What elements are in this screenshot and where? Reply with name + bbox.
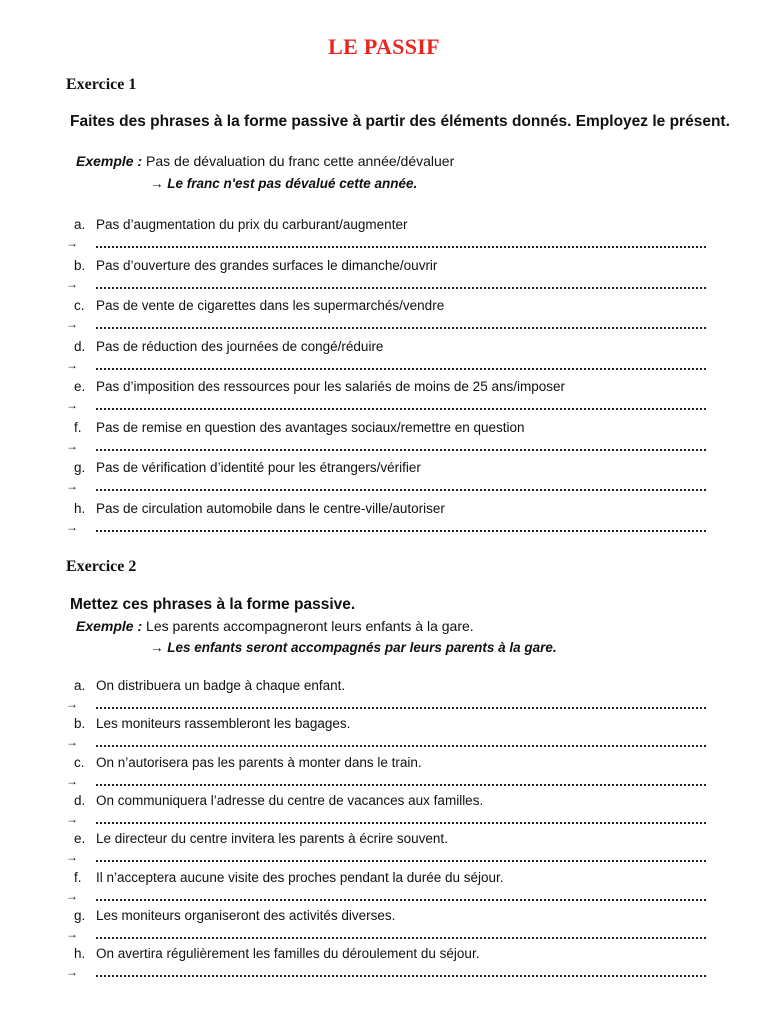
answer-line[interactable]	[66, 276, 726, 293]
page-title: LE PASSIF	[328, 34, 440, 59]
answer-line[interactable]	[66, 888, 726, 905]
item-letter: a.	[74, 217, 86, 232]
answer-line[interactable]	[66, 438, 726, 455]
exercise1-heading: Exercice 1	[66, 76, 137, 93]
example-label: Exemple :	[76, 153, 143, 169]
item-letter: b.	[74, 716, 86, 732]
item-text: Il n’acceptera aucune visite des proches pendant la durée du séjour.	[96, 869, 504, 885]
item-letter: g.	[74, 460, 86, 475]
dotted-answer-space[interactable]	[96, 368, 706, 370]
exercise-item	[74, 678, 345, 693]
dotted-answer-space[interactable]	[96, 408, 706, 410]
example-text: Pas de dévaluation du franc cette année/dévaluer	[146, 153, 455, 169]
item-text: Pas de remise en question des avantages sociaux/remettre en question	[96, 419, 525, 435]
item-text: Pas de réduction des journées de congé/réduire	[96, 338, 384, 354]
exercise-item	[74, 908, 395, 923]
item-letter: d.	[74, 792, 86, 808]
item-letter: f.	[74, 419, 82, 435]
exercise1-example-answer: → Le franc n'est pas dévalué cette année.	[150, 176, 418, 191]
exercise-item	[74, 946, 479, 961]
dotted-answer-space[interactable]	[96, 822, 706, 824]
answer-line[interactable]	[66, 852, 726, 866]
item-text: On avertira régulièrement les familles du déroulement du séjour.	[96, 946, 480, 962]
arrow-icon: →	[66, 773, 78, 788]
item-letter: b.	[74, 257, 86, 273]
exercise-item	[74, 217, 407, 232]
arrow-icon: →	[66, 519, 78, 534]
arrow-icon: →	[66, 888, 78, 903]
exercise-item	[74, 298, 444, 313]
item-text: Pas de vente de cigarettes dans les supermarchés/vendre	[96, 298, 445, 313]
answer-line[interactable]	[66, 773, 726, 790]
answer-line[interactable]	[66, 238, 726, 252]
item-letter: e.	[74, 831, 86, 847]
item-text: Pas d’imposition des ressources pour les salariés de moins de 25 ans/imposer	[96, 379, 565, 394]
arrow-icon: →	[66, 735, 78, 750]
arrow-icon: →	[66, 357, 78, 372]
dotted-answer-space[interactable]	[96, 327, 706, 329]
dotted-answer-space[interactable]	[96, 745, 706, 747]
answer-line[interactable]	[66, 319, 726, 333]
exercise-item	[74, 258, 437, 273]
exercise2-heading: Exercice 2	[66, 558, 137, 575]
item-text: On n’autorisera pas les parents à monter dans le train.	[96, 754, 422, 770]
dotted-answer-space[interactable]	[96, 937, 706, 939]
answer-line[interactable]	[66, 926, 726, 943]
exercise-item	[74, 379, 565, 394]
dotted-answer-space[interactable]	[96, 489, 706, 491]
exercise-item	[74, 501, 445, 516]
dotted-answer-space[interactable]	[96, 287, 706, 289]
exercise2-instruction: Mettez ces phrases à la forme passive.	[70, 596, 356, 613]
dotted-answer-space[interactable]	[96, 530, 706, 532]
exercise-item	[74, 339, 383, 354]
arrow-icon: →	[66, 438, 78, 453]
exercise-item	[74, 420, 525, 435]
item-text: Pas de circulation automobile dans le centre-ville/autoriser	[96, 500, 445, 516]
exercise-item	[74, 755, 422, 770]
item-text: Le directeur du centre invitera les parents à écrire souvent.	[96, 831, 448, 847]
answer-line[interactable]	[66, 699, 726, 713]
exercise-item	[74, 716, 350, 731]
item-letter: h.	[74, 946, 86, 962]
answer-line[interactable]	[66, 481, 726, 495]
example-text: Les parents accompagneront leurs enfants à la gare.	[146, 618, 474, 634]
item-letter: a.	[74, 678, 86, 693]
item-letter: c.	[74, 754, 85, 770]
example-label: Exemple :	[76, 618, 143, 634]
exercise-item	[74, 460, 421, 475]
exercise2-example-answer: → Les enfants seront accompagnés par leurs parents à la gare.	[150, 640, 557, 655]
arrow-icon: →	[66, 926, 78, 941]
item-letter: h.	[74, 500, 86, 516]
arrow-icon: →	[66, 236, 78, 250]
item-text: Les moniteurs organiseront des activités diverses.	[96, 907, 396, 923]
answer-line[interactable]	[66, 811, 726, 828]
arrow-icon: →	[66, 850, 78, 865]
answer-line[interactable]	[66, 737, 726, 751]
answer-line[interactable]	[66, 519, 726, 536]
arrow-icon: →	[66, 697, 78, 711]
exercise-item	[74, 793, 483, 808]
dotted-answer-space[interactable]	[96, 975, 706, 977]
answer-line[interactable]	[66, 357, 726, 374]
exercise-item	[74, 831, 448, 846]
item-text: Pas de vérification d’identité pour les étrangers/vérifier	[96, 460, 421, 475]
arrow-icon: →	[66, 276, 78, 291]
dotted-answer-space[interactable]	[96, 707, 706, 709]
answer-line[interactable]	[66, 967, 726, 981]
item-text: Pas d’ouverture des grandes surfaces le dimanche/ouvrir	[96, 257, 438, 273]
item-letter: c.	[74, 298, 85, 313]
item-text: On distribuera un badge à chaque enfant.	[96, 678, 346, 693]
answer-line[interactable]	[66, 400, 726, 414]
item-text: On communiquera l’adresse du centre de vacances aux familles.	[96, 792, 484, 808]
item-letter: f.	[74, 869, 82, 885]
dotted-answer-space[interactable]	[96, 449, 706, 451]
exercise2-example	[76, 618, 474, 634]
arrow-icon: →	[66, 398, 78, 412]
exercise1-example	[76, 153, 454, 169]
item-letter: g.	[74, 907, 86, 923]
arrow-icon: →	[66, 811, 78, 826]
exercise1-instruction: Faites des phrases à la forme passive à partir des éléments donnés. Employez le présent.	[70, 113, 730, 130]
dotted-answer-space[interactable]	[96, 860, 706, 862]
dotted-answer-space[interactable]	[96, 899, 706, 901]
exercise-item	[74, 870, 504, 885]
arrow-icon: →	[66, 479, 78, 493]
item-text: Pas d’augmentation du prix du carburant/augmenter	[96, 217, 408, 232]
dotted-answer-space[interactable]	[96, 784, 706, 786]
item-letter: d.	[74, 338, 86, 354]
item-text: Les moniteurs rassembleront les bagages.	[96, 716, 351, 732]
arrow-icon: →	[66, 965, 78, 980]
item-letter: e.	[74, 379, 86, 394]
dotted-answer-space[interactable]	[96, 246, 706, 248]
arrow-icon: →	[66, 317, 78, 331]
